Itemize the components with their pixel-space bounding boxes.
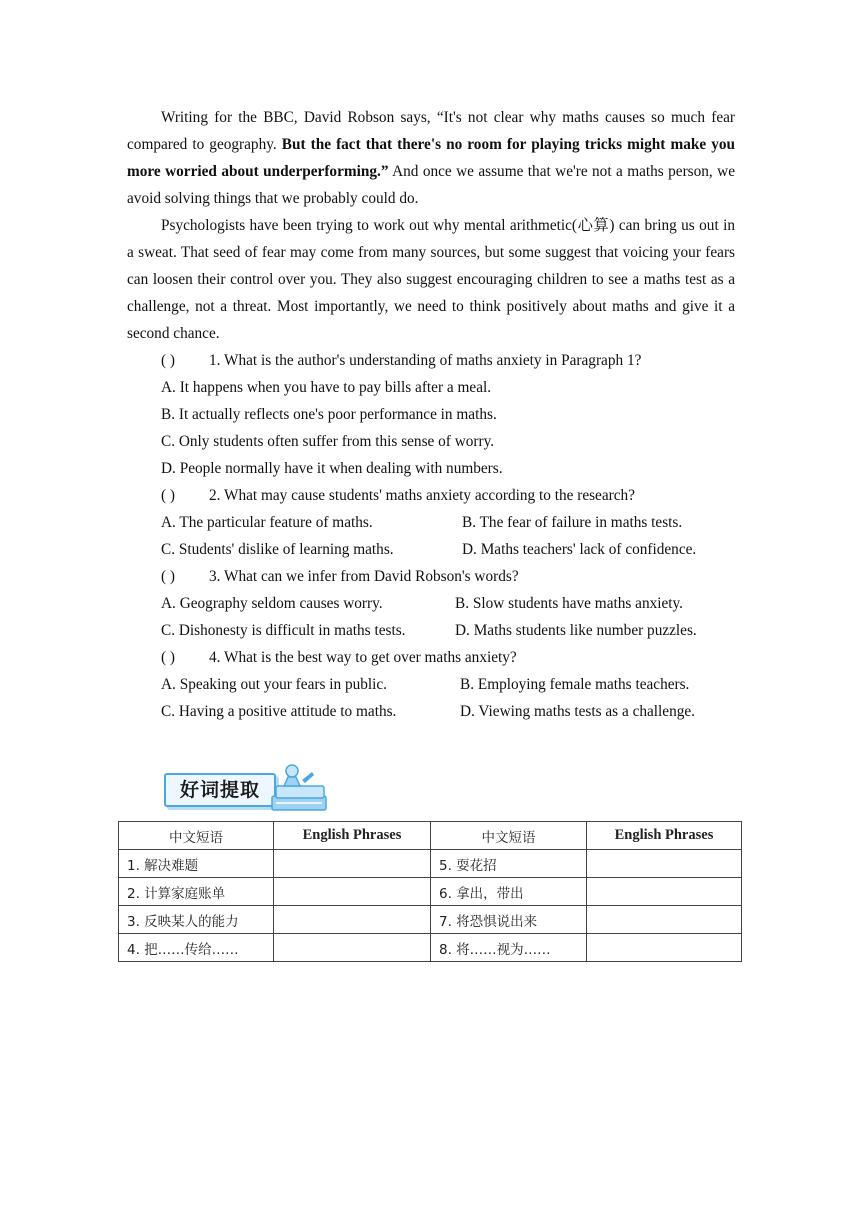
q1-option-a: A. It happens when you have to pay bills after a meal. [161, 379, 492, 396]
question-4-stem: 4. What is the best way to get over maths anxiety? [209, 649, 517, 666]
q2-options-row-1 [127, 509, 735, 536]
q4-options-row-2 [127, 698, 735, 725]
answer-blank-1[interactable]: ( ) [161, 352, 176, 369]
paragraph-1-text-a: Writing for the BBC, David Robson says, “It's not clear why maths causes so much fear compared to geography. [127, 109, 735, 153]
table-row [119, 878, 742, 906]
phrase-cn-2: 2. 计算家庭账单 [119, 878, 274, 906]
answer-blank-4[interactable]: ( ) [161, 649, 176, 666]
reading-passage-section [127, 104, 735, 725]
question-1-stem: 1. What is the author's understanding of maths anxiety in Paragraph 1? [209, 352, 642, 369]
vocabulary-banner [162, 762, 332, 814]
q3-option-b: B. Slow students have maths anxiety. [455, 595, 684, 612]
phrase-cn-3: 3. 反映某人的能力 [119, 906, 274, 934]
q2-option-d: D. Maths teachers' lack of confidence. [462, 541, 697, 558]
q3-options-row-1 [127, 590, 735, 617]
answer-blank-2[interactable]: ( ) [161, 487, 176, 504]
book-stack-icon [262, 762, 332, 816]
phrase-en-input-8[interactable] [587, 934, 742, 962]
question-2 [127, 482, 735, 509]
phrase-en-input-5[interactable] [587, 850, 742, 878]
q1-option-d: D. People normally have it when dealing with numbers. [161, 460, 503, 477]
table-row [119, 850, 742, 878]
q4-option-b: B. Employing female maths teachers. [460, 676, 690, 693]
header-english-phrases-1: English Phrases [274, 822, 431, 850]
phrase-en-input-3[interactable] [274, 906, 431, 934]
header-english-phrases-2: English Phrases [587, 822, 742, 850]
q2-options-row-2 [127, 536, 735, 563]
paragraph-1-text-b: And once we assume that we're not a maths person, we avoid solving things that we probably could do. [127, 163, 735, 207]
paragraph-1-bold-sentence: But the fact that there's no room for playing tricks might make you more worried about underperforming.” [127, 136, 735, 180]
q2-option-c: C. Students' dislike of learning maths. [161, 541, 394, 558]
paragraph-1 [127, 104, 735, 212]
table-row [119, 906, 742, 934]
phrase-cn-1: 1. 解决难题 [119, 850, 274, 878]
question-3-stem: 3. What can we infer from David Robson's words? [209, 568, 519, 585]
q1-option-b: B. It actually reflects one's poor performance in maths. [161, 406, 497, 423]
phrase-cn-7: 7. 将恐惧说出来 [431, 906, 587, 934]
table-header-row [119, 822, 742, 850]
q4-option-c: C. Having a positive attitude to maths. [161, 703, 397, 720]
q1-option-c: C. Only students often suffer from this sense of worry. [161, 433, 495, 450]
q3-option-d: D. Maths students like number puzzles. [455, 622, 697, 639]
phrase-cn-8: 8. 将……视为…… [431, 934, 587, 962]
question-2-stem: 2. What may cause students' maths anxiety according to the research? [209, 487, 635, 504]
phrase-cn-6: 6. 拿出，带出 [431, 878, 587, 906]
header-chinese-phrases-2: 中文短语 [431, 822, 587, 850]
question-1 [127, 347, 735, 374]
vocabulary-banner-title: 好词提取 [164, 773, 276, 807]
phrase-cn-4: 4. 把……传给…… [119, 934, 274, 962]
question-3 [127, 563, 735, 590]
q3-option-a: A. Geography seldom causes worry. [161, 595, 383, 612]
q4-option-a: A. Speaking out your fears in public. [161, 676, 388, 693]
q3-option-c: C. Dishonesty is difficult in maths tests. [161, 622, 406, 639]
q4-options-row-1 [127, 671, 735, 698]
q2-option-a: A. The particular feature of maths. [161, 514, 373, 531]
paragraph-2: Psychologists have been trying to work out why mental arithmetic(心算) can bring us out in a sweat. That seed of fear may come from many sources, but some suggest that voicing your fears can loosen their control over you. They also suggest encouraging children to see a maths test as a challenge, not a threat. Most importantly, we need to think positively about maths and give it a second chance. [127, 217, 735, 342]
phrase-en-input-1[interactable] [274, 850, 431, 878]
answer-blank-3[interactable]: ( ) [161, 568, 176, 585]
phrase-en-input-6[interactable] [587, 878, 742, 906]
q2-option-b: B. The fear of failure in maths tests. [462, 514, 683, 531]
header-chinese-phrases-1: 中文短语 [119, 822, 274, 850]
phrase-extraction-table [118, 821, 742, 962]
phrase-cn-5: 5. 耍花招 [431, 850, 587, 878]
phrase-en-input-4[interactable] [274, 934, 431, 962]
q4-option-d: D. Viewing maths tests as a challenge. [460, 703, 695, 720]
q3-options-row-2 [127, 617, 735, 644]
phrase-en-input-7[interactable] [587, 906, 742, 934]
question-4 [127, 644, 735, 671]
phrase-en-input-2[interactable] [274, 878, 431, 906]
table-row [119, 934, 742, 962]
